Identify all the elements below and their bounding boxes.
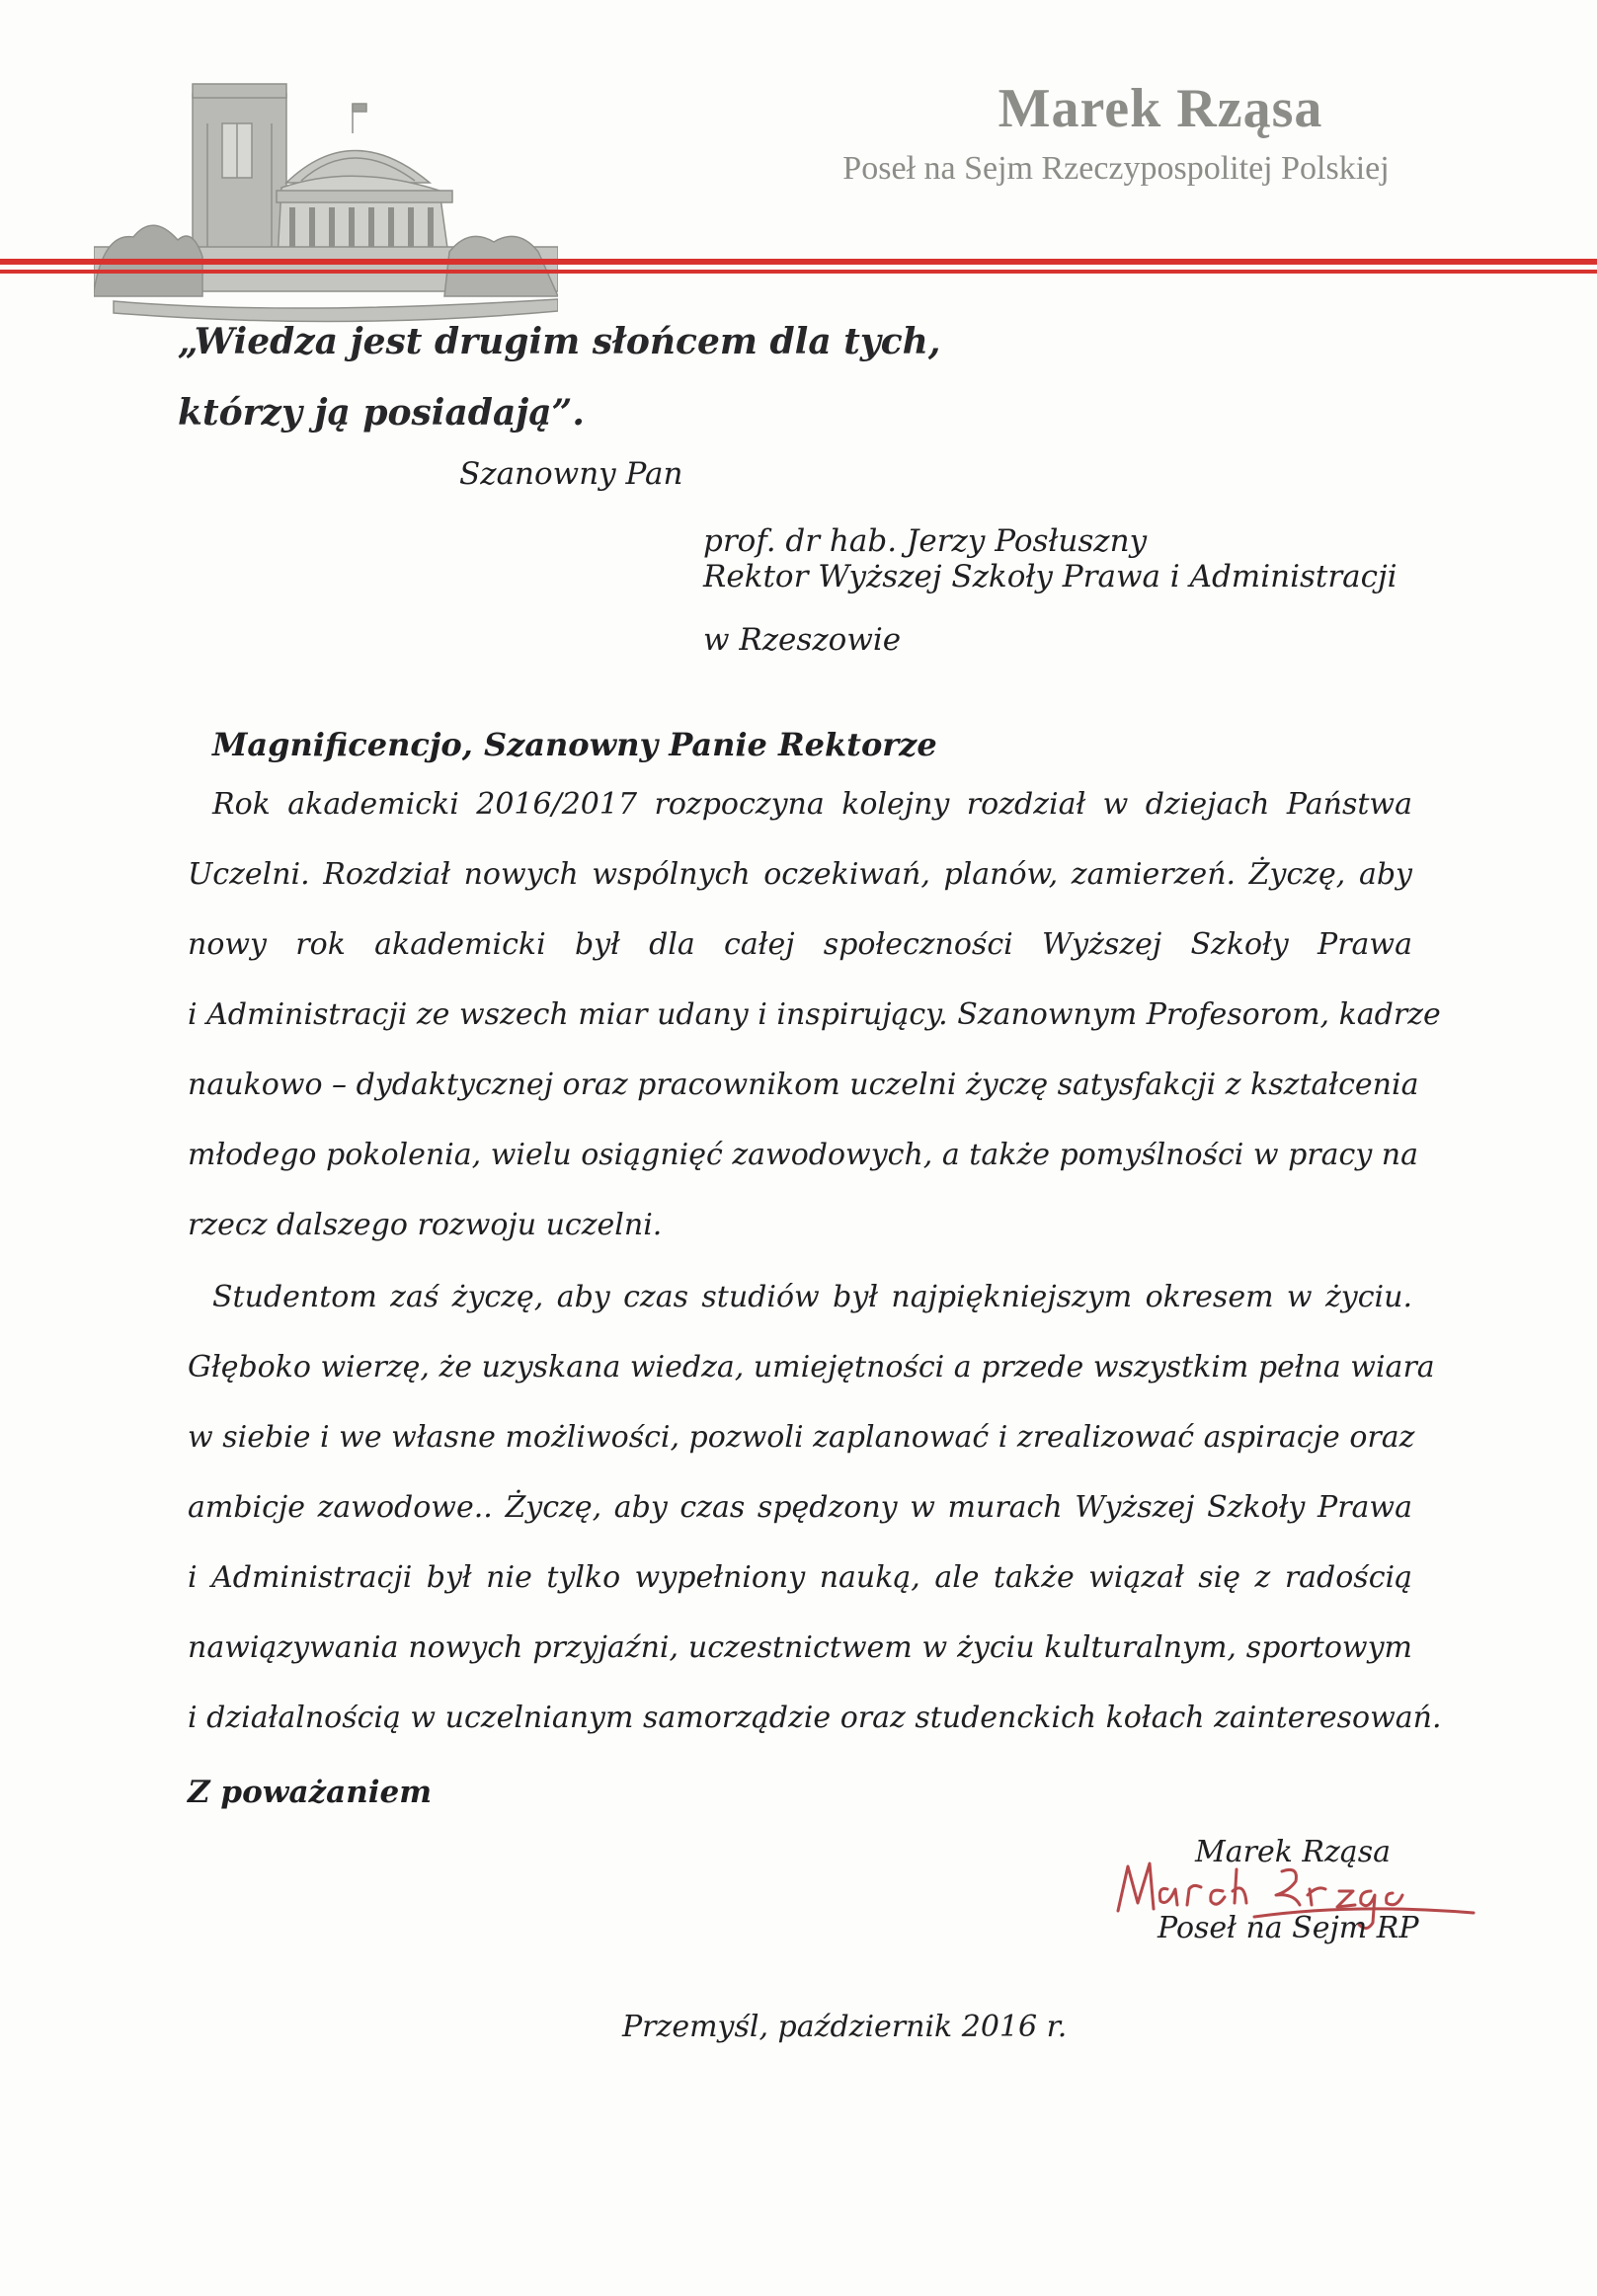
quote-line-1: „Wiedza jest drugim słońcem dla tych, <box>178 321 941 362</box>
header-red-stripe-bottom <box>0 270 1597 274</box>
greeting: Magnificencjo, Szanowny Panie Rektorze <box>212 726 937 763</box>
place-and-date: Przemyśl, październik 2016 r. <box>622 2010 1068 2044</box>
body-line: i działalnością w uczelnianym samorządzie oraz studenckich kołach zainteresowań. <box>188 1701 1442 1735</box>
salutation: Szanowny Pan <box>459 456 683 492</box>
sejm-building-icon <box>94 64 558 326</box>
body-line: w siebie i we własne możliwości, pozwoli zaplanować i zrealizować aspiracje oraz <box>188 1420 1415 1455</box>
body-line: Głęboko wierzę, że uzyskana wiedza, umiejętności a przede wszystkim pełna wiara <box>188 1350 1435 1385</box>
signatory-role: Poseł na Sejm RP <box>1158 1911 1419 1945</box>
body-line: nawiązywania nowych przyjaźni, uczestnictwem w życiu kulturalnym, sportowym <box>188 1630 1412 1665</box>
recipient-name: prof. dr hab. Jerzy Posłuszny <box>703 523 1148 559</box>
body-line: Studentom zaś życzę, aby czas studiów był najpiękniejszym okresem w życiu. <box>212 1280 1412 1314</box>
body-line: rzecz dalszego rozwoju uczelni. <box>188 1208 663 1242</box>
closing: Z poważaniem <box>188 1775 433 1810</box>
body-line: Rok akademicki 2016/2017 rozpoczyna kolejny rozdział w dziejach Państwa <box>212 787 1412 822</box>
letterhead-title: Poseł na Sejm Rzeczypospolitej Polskiej <box>842 150 1390 187</box>
header-red-stripe-top <box>0 259 1597 265</box>
body-line: nowy rok akademicki był dla całej społeczności Wyższej Szkoły Prawa <box>188 927 1412 962</box>
body-line: naukowo – dydaktycznej oraz pracownikom uczelni życzę satysfakcji z kształcenia <box>188 1068 1419 1102</box>
body-line: ambicje zawodowe.. Życzę, aby czas spędzony w murach Wyższej Szkoły Prawa <box>188 1490 1412 1525</box>
recipient-city: w Rzeszowie <box>703 622 902 658</box>
body-line: i Administracji ze wszech miar udany i inspirujący. Szanownym Profesorom, kadrze <box>188 997 1441 1032</box>
quote-line-2: którzy ją posiadają”. <box>178 392 585 434</box>
letterhead-name: Marek Rząsa <box>998 78 1323 139</box>
signatory-name: Marek Rząsa <box>1195 1835 1391 1869</box>
letterhead <box>0 0 1597 336</box>
body-line: i Administracji był nie tylko wypełniony nauką, ale także wiązał się z radością <box>188 1560 1412 1595</box>
body-line: Uczelni. Rozdział nowych wspólnych oczekiwań, planów, zamierzeń. Życzę, aby <box>188 857 1412 892</box>
recipient-position: Rektor Wyższej Szkoły Prawa i Administracji <box>703 559 1397 594</box>
body-line: młodego pokolenia, wielu osiągnięć zawodowych, a także pomyślności w pracy na <box>188 1138 1419 1172</box>
